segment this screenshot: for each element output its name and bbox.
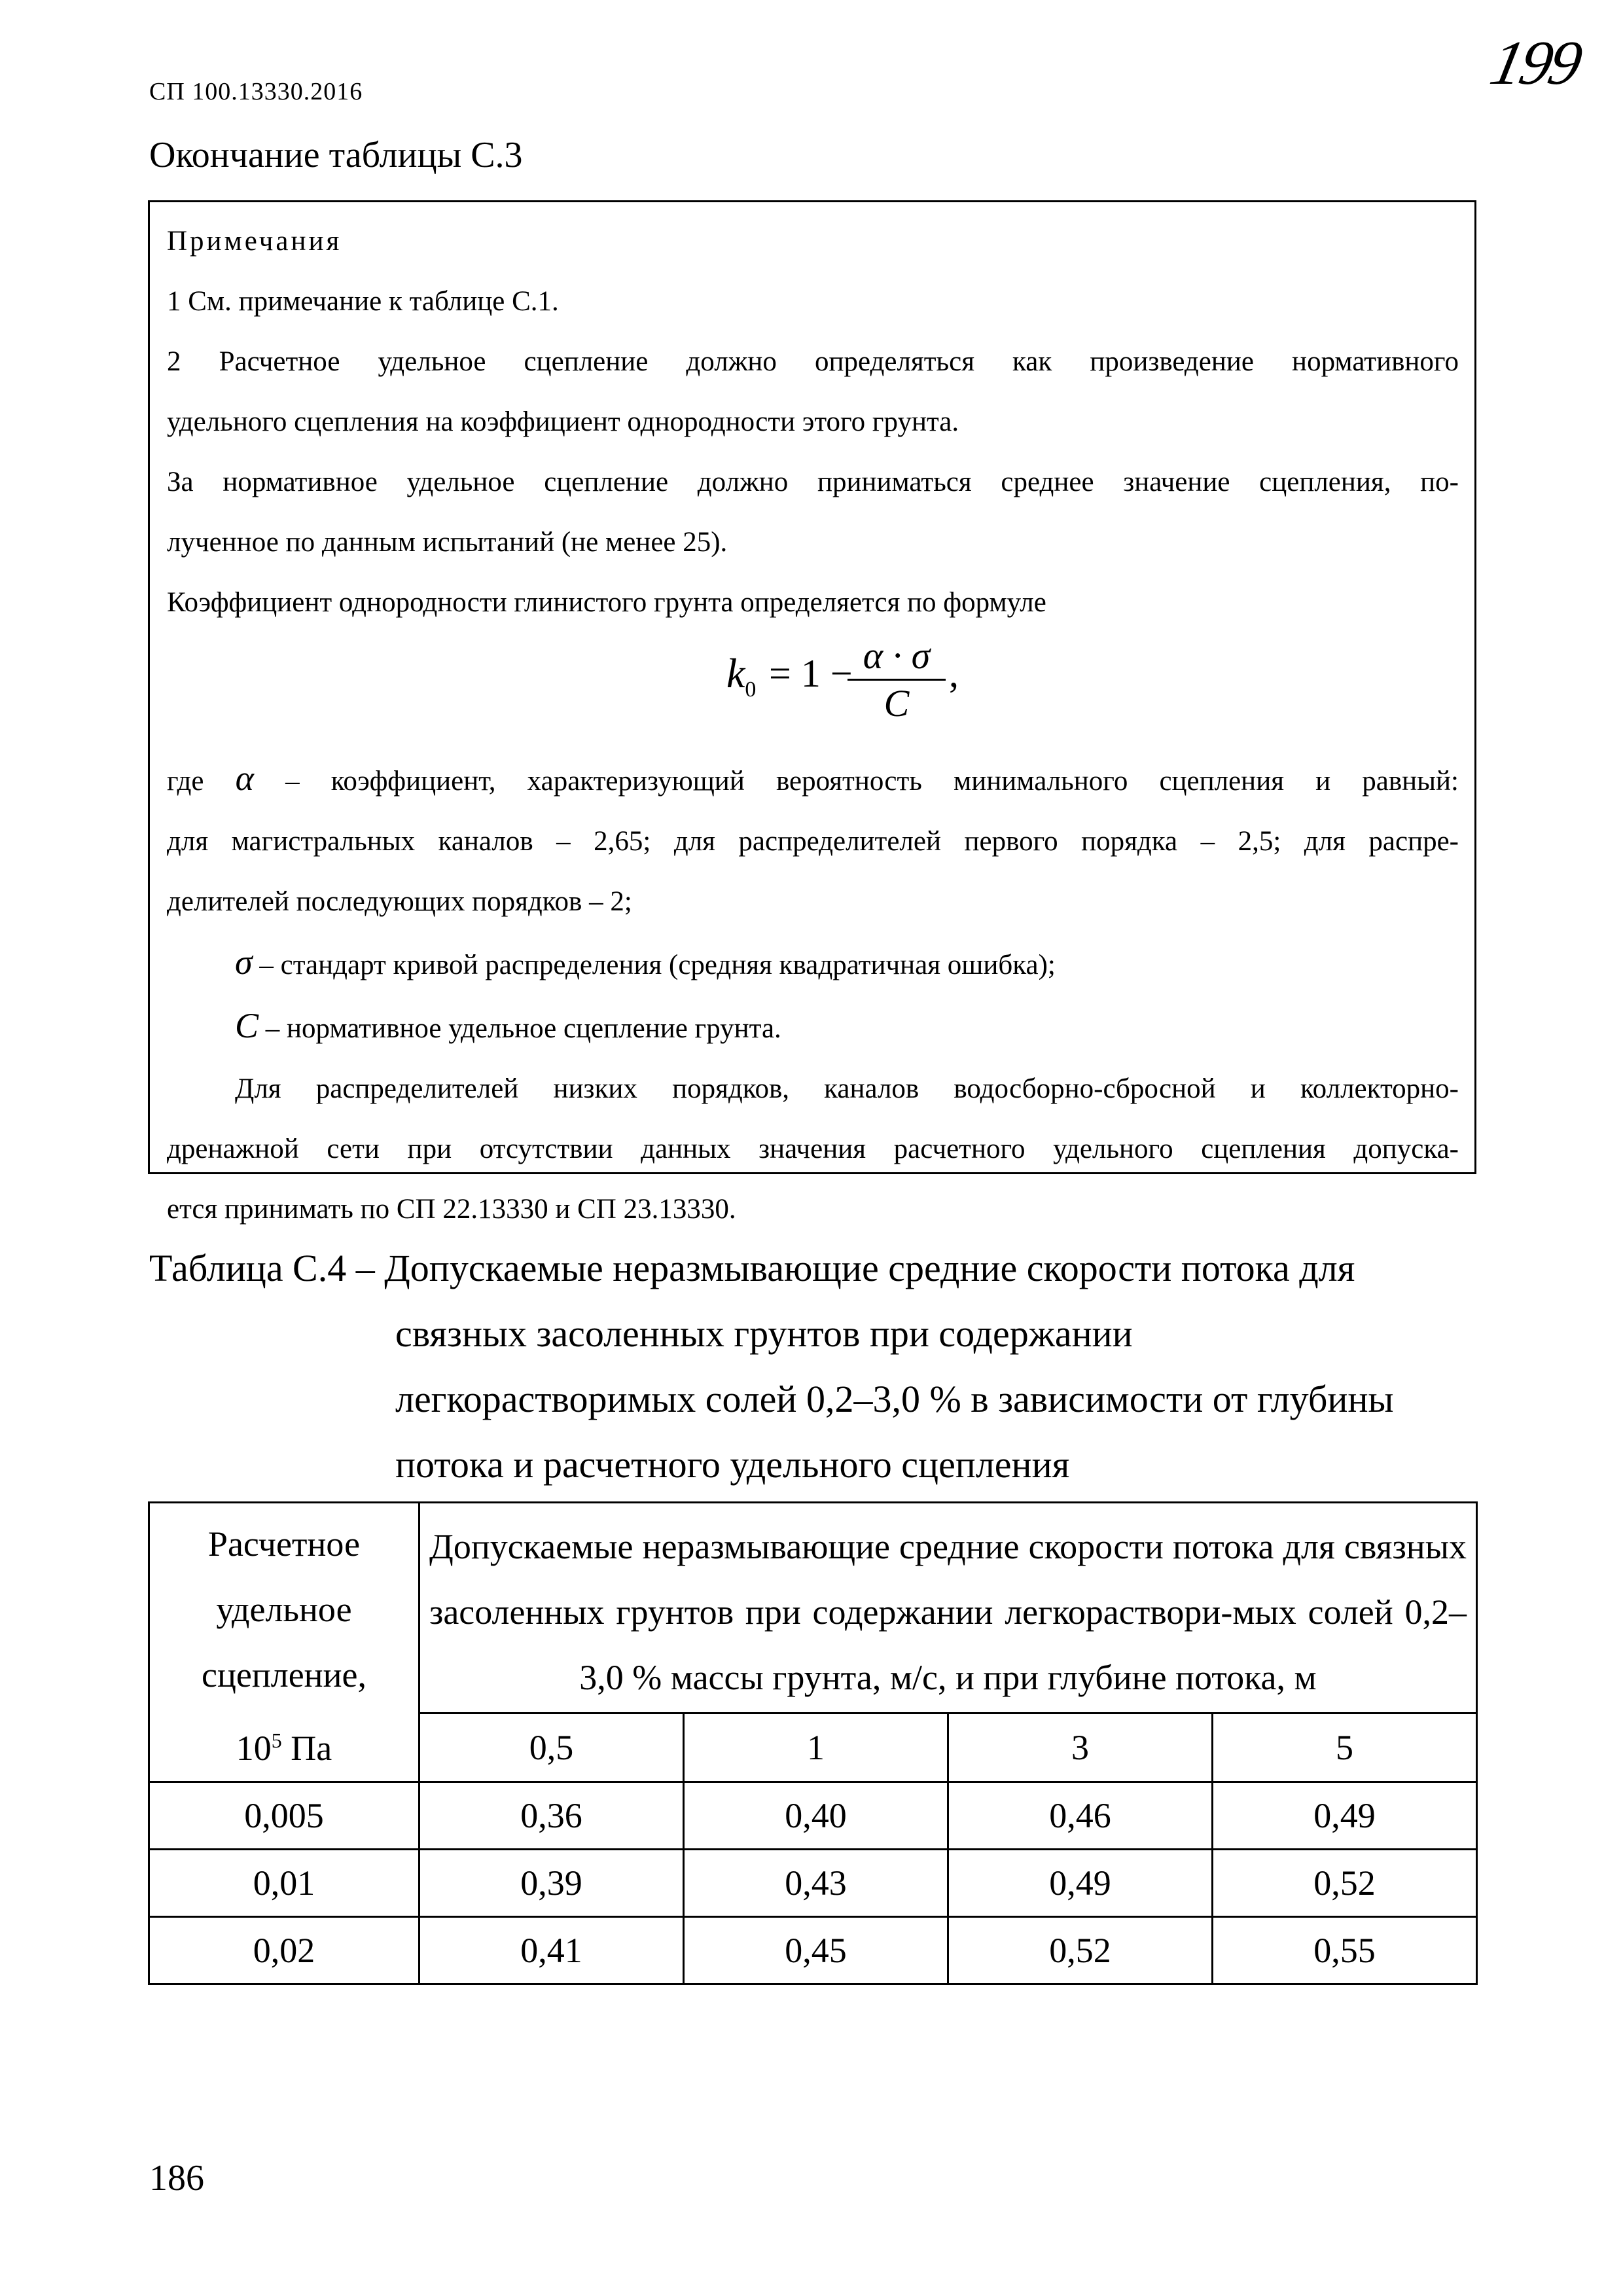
formula-numerator: α · σ — [847, 633, 946, 681]
sigma-symbol: σ — [235, 942, 253, 982]
page-number: 186 — [149, 2158, 204, 2198]
table-c4-caption — [149, 1236, 1393, 1498]
velocity-header: Допускаемые неразмывающие средние скорости потока для связных засоленных грунтов при содержании легкораствори-мых солей 0,2–3,0 % массы грунта, м/с, и при глубине потока, м — [419, 1503, 1477, 1713]
table-row — [149, 1850, 1477, 1917]
notes-box — [148, 200, 1476, 1225]
where-alpha-line: где α – коэффициент, характеризующий вероятность минимального сцепления и равный: — [167, 759, 1459, 798]
c-definition: C – нормативное удельное сцепление грунта. — [235, 1006, 781, 1045]
table-cell: 0,40 — [683, 1782, 948, 1850]
table-cell: 0,01 — [149, 1850, 419, 1917]
note-paragraph-2: Коэффициент однородности глинистого грунта определяется по формуле — [167, 587, 1046, 618]
final-paragraph-line-3: ется принимать по СП 22.13330 и СП 23.13330. — [167, 1194, 736, 1225]
table-row — [149, 1782, 1477, 1850]
table-cell: 0,52 — [1212, 1850, 1476, 1917]
notes-heading: Примечания — [167, 226, 342, 257]
table-cell: 0,45 — [683, 1917, 948, 1984]
note-2-line-2: удельного сцепления на коэффициент однородности этого грунта. — [167, 406, 959, 437]
where-line-2: для магистральных каналов – 2,65; для распределителей первого порядка – 2,5; для распре- — [167, 826, 1459, 857]
table-cell: 0,52 — [948, 1917, 1212, 1984]
document-code: СП 100.13330.2016 — [149, 78, 363, 105]
formula-equals: = 1 − — [769, 652, 853, 695]
depth-header: 1 — [683, 1713, 948, 1782]
formula-fraction — [847, 633, 946, 726]
note-paragraph-1-line-2: лученное по данным испытаний (не менее 25). — [167, 527, 728, 558]
depth-header: 5 — [1212, 1713, 1476, 1782]
note-2-line-1: 2 Расчетное удельное сцепление должно определяться как произведение нормативного — [167, 346, 1459, 377]
table-cell: 0,46 — [948, 1782, 1212, 1850]
table-cell: 0,36 — [419, 1782, 684, 1850]
table-cell: 0,39 — [419, 1850, 684, 1917]
caption-line-2: связных засоленных грунтов при содержании — [395, 1312, 1133, 1355]
table-continuation-title: Окончание таблицы С.3 — [149, 135, 523, 175]
table-cell: 0,43 — [683, 1850, 948, 1917]
table-c4 — [148, 1501, 1478, 1985]
depth-header: 0,5 — [419, 1713, 684, 1782]
caption-line-4: потока и расчетного удельного сцепления — [395, 1443, 1070, 1486]
alpha-symbol: α — [235, 759, 254, 798]
final-paragraph-line-2: дренажной сети при отсутствии данных значения расчетного удельного сцепления допуска- — [167, 1134, 1459, 1164]
formula-comma: , — [949, 652, 959, 695]
caption-line-3: легкорастворимых солей 0,2–3,0 % в зависимости от глубины — [395, 1378, 1394, 1420]
table-cell: 0,005 — [149, 1782, 419, 1850]
table-row — [149, 1917, 1477, 1984]
table-cell: 0,49 — [1212, 1782, 1476, 1850]
table-cell: 0,55 — [1212, 1917, 1476, 1984]
note-1: 1 См. примечание к таблице С.1. — [167, 286, 559, 317]
table-cell: 0,02 — [149, 1917, 419, 1984]
caption-line-1: Таблица С.4 – Допускаемые неразмывающие средние скорости потока для — [149, 1247, 1355, 1289]
formula-denominator: C — [883, 682, 910, 725]
depth-header: 3 — [948, 1713, 1212, 1782]
cohesion-header: Расчетное удельное сцепление, $10^5$ Па — [149, 1503, 419, 1782]
handwritten-page-number: 199 — [1484, 27, 1586, 98]
where-line-3: делителей последующих порядков – 2; — [167, 886, 632, 917]
final-paragraph-line-1: Для распределителей низких порядков, каналов водосборно-сбросной и коллекторно- — [235, 1073, 1459, 1104]
note-paragraph-1-line-1: За нормативное удельное сцепление должно приниматься среднее значение сцепления, по- — [167, 467, 1459, 497]
table-cell: 0,49 — [948, 1850, 1212, 1917]
c-symbol: C — [235, 1006, 259, 1045]
homogeneity-formula — [167, 633, 1459, 748]
formula-lhs: $k_0$ — [726, 650, 757, 702]
table-cell: 0,41 — [419, 1917, 684, 1984]
sigma-definition: σ – стандарт кривой распределения (средняя квадратичная ошибка); — [235, 942, 1056, 982]
